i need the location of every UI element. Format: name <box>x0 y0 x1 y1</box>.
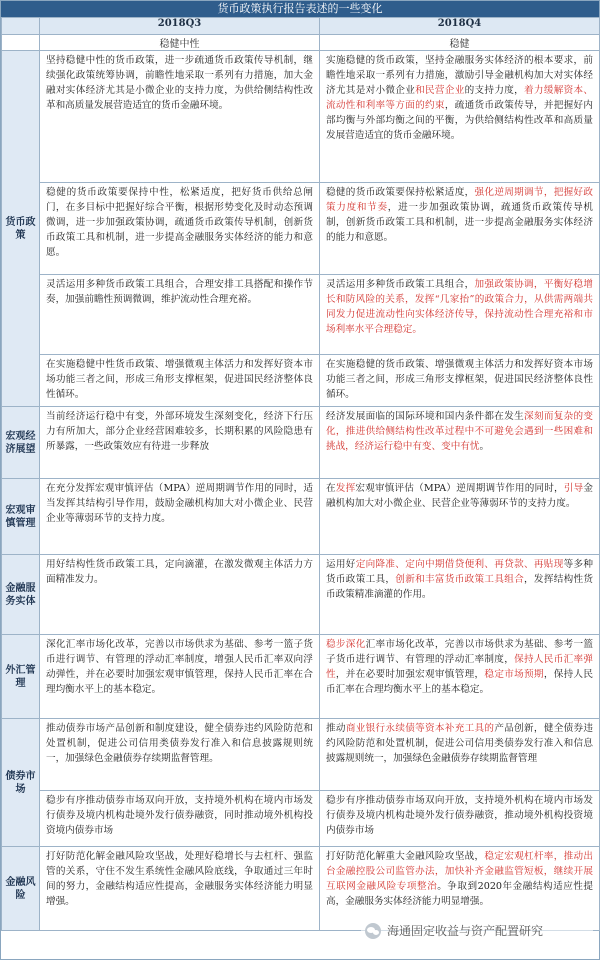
category-cell: 债券市场 <box>2 719 40 847</box>
subheader-row <box>2 35 600 51</box>
highlighted-text: 稳定市场预期 <box>484 669 544 680</box>
column-header-q3: 2018Q3 <box>40 18 320 35</box>
column-header-q4: 2018Q4 <box>320 18 600 35</box>
text-segment: 稳步有序推动债券市场双向开放，支持境外机构在境内市场发行债券及境内机构赴境外发行债券融资，推动境外机构投资境内债券市场 <box>326 795 593 836</box>
subheader-q4: 稳健 <box>320 35 600 51</box>
q4-cell <box>320 719 600 791</box>
highlighted-text: 和民营企业 <box>415 85 465 96</box>
text-segment: 的支持力度， <box>464 85 525 96</box>
table-row <box>2 183 600 275</box>
category-cell: 宏观经济展望 <box>2 407 40 479</box>
text-segment: ，疏通货币政策传导，并把握好内部均衡与外部均衡之间的平衡，为供给侧结构性改革和高质量发展营造适宜的货币金融环境。 <box>326 100 594 141</box>
highlighted-text: 发挥 <box>335 483 356 494</box>
watermark-text: 海通固定收益与资产配置研究 <box>387 924 544 938</box>
text-segment: 打好防范化解重大金融风险攻坚战， <box>326 851 485 862</box>
q4-cell <box>320 275 600 355</box>
text-segment: 。 <box>479 441 490 452</box>
highlighted-text: 引导 <box>563 483 584 494</box>
text-segment: 金融机构加大对小微企业、民营企业等薄弱环节的支持力度。 <box>326 483 594 509</box>
highlighted-text: 定向降准、定向中期借贷便利、再贷款、再贴现 <box>355 559 564 570</box>
table-row <box>2 275 600 355</box>
text-segment: 等多种货币政策工具， <box>326 559 594 585</box>
text-segment: ，进一步加强政策协调，疏通货币政策传导机制，创新货币政策工具和机制，进一步提高金融服务实体经济的能力和意愿。 <box>326 202 594 243</box>
q3-cell: 深化汇率市场化改革，完善以市场供求为基础、参考一篮子货币进行调节、有管理的浮动汇率制度，增强人民币汇率双向浮动弹性，并在必要时加强宏观审慎管理，保持人民币汇率在合理均衡水平上的基本稳定。 <box>40 635 320 719</box>
text-segment: 实施稳健的货币政策，坚持金融服务实体经济的根本要求，前瞻性地采取一系列有力措施，激励引导金融机构加大对实体经济尤其是对小微企业 <box>326 55 593 96</box>
table-row <box>2 479 600 555</box>
category-cell: 金融服务实体 <box>2 555 40 635</box>
text-segment: 汇率市场化改革，完善以市场供求为基础、参考一篮子货币进行调节、有管理的浮动汇率制度， <box>326 639 594 665</box>
page-title: 货币政策执行报告表述的一些变化 <box>1 1 599 17</box>
table-row <box>2 635 600 719</box>
q3-cell: 稳步有序推动债券市场双向开放，支持境外机构在境内市场发行债券及境内机构赴境外发行债券融资，同时推动境外机构投资境内债券市场 <box>40 791 320 847</box>
wechat-icon <box>365 923 381 939</box>
q3-cell: 用好结构性货币政策工具，定向滴灌，在激发微观主体活力方面精准发力。 <box>40 555 320 635</box>
comparison-table <box>1 17 600 931</box>
highlighted-text: 深刻而复杂的变化，推进供给侧结构性改革过程中不可避免会遇到一些困难和挑战，经济运行稳中有变、变中有忧 <box>326 411 594 452</box>
text-segment: 宏观审慎评估（MPA）逆周期调节作用的同时， <box>355 483 564 494</box>
q4-cell <box>320 183 600 275</box>
text-segment: 在实施稳健的货币政策、增强微观主体活力和发挥好资本市场功能三者之间，形成三角形支撑框架，促进国民经济整体良性循环。 <box>326 359 593 400</box>
subheader-q3: 稳健中性 <box>40 35 320 51</box>
text-segment: ，保持人民币汇率在合理均衡水平上的基本稳定。 <box>326 669 594 695</box>
q3-cell: 灵活运用多种货币政策工具组合，合理安排工具搭配和操作节奏，加强前瞻性预调微调，维护流动性合理充裕。 <box>40 275 320 355</box>
column-header-row <box>2 18 600 35</box>
text-segment: 运用好 <box>326 559 356 570</box>
q4-cell <box>320 51 600 183</box>
text-segment: 产品创新，健全债券违约风险防范和处置机制，促进公司信用类债券发行准入和信息披露规则统一，加强绿色金融债券存续期监督管理 <box>326 723 594 764</box>
text-segment: 灵活运用多种货币政策工具组合， <box>326 279 475 290</box>
highlighted-text: 稳定宏观杠杆率，推动出台金融控股公司监管办法，加快补齐金融监管短板，继续开展互联网金融风险专项整治 <box>326 851 594 892</box>
q3-cell: 推动债券市场产品创新和制度建设，健全债券违约风险防范和处置机制，促进公司信用类债券发行准入和信息披露规则统一，加强绿色金融债券存续期监督管理。 <box>40 719 320 791</box>
q3-cell: 在充分发挥宏观审慎评估（MPA）逆周期调节作用的同时，适当发挥其结构引导作用，鼓励金融机构加大对小微企业、民营企业等薄弱环节的支持力度。 <box>40 479 320 555</box>
category-cell: 外汇管理 <box>2 635 40 719</box>
table-row <box>2 355 600 407</box>
highlighted-text: 加强政策协调，平衡好稳增长和防风险的关系，发挥“几家抬”的政策合力，从供需两端共同发力促进流动性向实体经济传导，保持流动性合理充裕和市场利率水平合理稳定。 <box>326 279 594 335</box>
text-segment: ，发挥结构性货币政策精准滴灌的作用。 <box>326 574 594 600</box>
q3-cell: 在实施稳健中性货币政策、增强微观主体活力和发挥好资本市场功能三者之间，形成三角形支撑框架，促进国民经济整体良性循环。 <box>40 355 320 407</box>
q3-cell: 当前经济运行稳中有变，外部环境发生深刻变化，经济下行压力有所加大，部分企业经营困难较多，长期积累的风险隐患有所暴露，一些政策效应有待进一步释放 <box>40 407 320 479</box>
q3-cell: 打好防范化解金融风险攻坚战，处理好稳增长与去杠杆、强监管的关系，守住不发生系统性金融风险底线，争取通过三年时间的努力，金融结构适应性提高，金融服务实体经济能力明显增强。 <box>40 847 320 931</box>
text-segment: 经济发展面临的国际环境和国内条件都在发生 <box>326 411 525 422</box>
text-segment: 在 <box>326 483 336 494</box>
subheader-corner <box>2 35 40 51</box>
highlighted-text: 稳步深化 <box>326 639 366 650</box>
q4-cell <box>320 791 600 847</box>
category-cell: 宏观审慎管理 <box>2 479 40 555</box>
highlighted-text: 商业银行永续债等资本补充工具的 <box>345 723 495 734</box>
q4-cell <box>320 555 600 635</box>
table-row <box>2 555 600 635</box>
q4-cell <box>320 635 600 719</box>
table-row <box>2 719 600 791</box>
text-segment: 稳健的货币政策要保持松紧适度， <box>326 187 475 198</box>
corner-cell <box>2 18 40 35</box>
watermark <box>361 917 593 945</box>
text-segment: ，并在必要时加强宏观审慎管理， <box>335 669 485 680</box>
table-row <box>2 791 600 847</box>
highlighted-text: 强化逆周期调节，把握好政策力度和节奏 <box>326 187 594 213</box>
category-cell: 金融风险 <box>2 847 40 931</box>
text-segment: 推动 <box>326 723 346 734</box>
q4-cell <box>320 355 600 407</box>
table-row <box>2 407 600 479</box>
q4-cell <box>320 479 600 555</box>
table-row <box>2 51 600 183</box>
q3-cell: 稳健的货币政策要保持中性，松紧适度，把好货币供给总闸门，在多目标中把握好综合平衡，根据形势变化及时动态预调微调，进一步加强政策协调，疏通货币政策传导机制，创新货币政策工具和机制，进一步提高金融服务实体经济的能力和意愿。 <box>40 183 320 275</box>
highlighted-text: 保持人民币汇率弹性 <box>326 654 594 680</box>
highlighted-text: 着力缓解资本、流动性和利率等方面的约束 <box>326 85 594 111</box>
highlighted-text: 创新和丰富货币政策工具组合 <box>395 574 525 585</box>
q4-cell <box>320 407 600 479</box>
category-cell: 货币政策 <box>2 51 40 407</box>
q3-cell: 坚持稳健中性的货币政策，进一步疏通货币政策传导机制，继续强化政策统筹协调，前瞻性地采取一系列有力措施，加大金融对实体经济尤其是小微企业的支持力度，为供给侧结构性改革和高质量发展营造适宜的货币金融环境。 <box>40 51 320 183</box>
text-segment: 。争取到2020年金融结构适应性提高，金融服务实体经济能力明显增强。 <box>326 881 593 907</box>
